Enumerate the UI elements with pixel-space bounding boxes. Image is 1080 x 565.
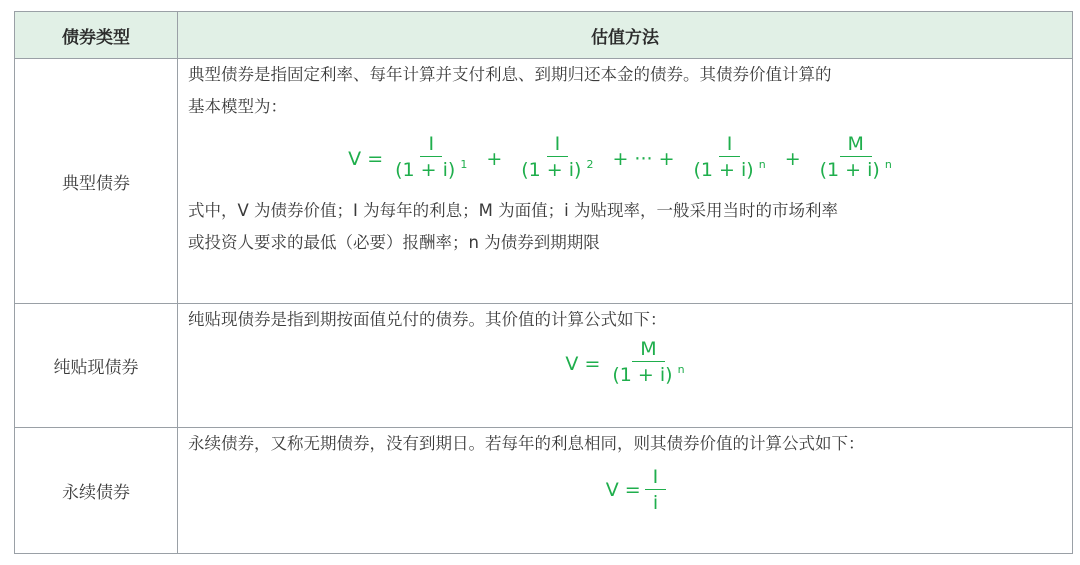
denominator-base: (1 + i) <box>521 159 582 181</box>
fraction-denominator <box>686 157 774 186</box>
bond-type-cell: 典型债券 <box>15 59 178 304</box>
description-line: 式中，V 为债券价值；I 为每年的利息；M 为面值；i 为贴现率，一般采用当时的市场利率 <box>188 201 838 220</box>
fraction-numerator: I <box>420 132 442 157</box>
denominator-base: (1 + i) <box>612 364 673 386</box>
description-line: 纯贴现债券是指到期按面值兑付的债券。其价值的计算公式如下： <box>188 310 667 329</box>
ellipsis-sum: + ··· + <box>612 148 675 170</box>
description-line: 永续债券，又称无期债券，没有到期日。若每年的利息相同，则其债券价值的计算公式如下： <box>188 434 865 453</box>
plus-sign: + <box>486 148 503 170</box>
exponent: n <box>677 363 685 376</box>
table-row <box>15 59 1073 304</box>
table-row <box>15 304 1073 428</box>
fraction-term-n <box>686 132 774 186</box>
method-cell <box>178 59 1073 304</box>
denominator-base: (1 + i) <box>395 159 456 181</box>
table-row <box>15 428 1073 554</box>
fraction-numerator: I <box>645 465 667 490</box>
exponent: 2 <box>586 158 594 171</box>
typical-bond-formula <box>188 123 1064 195</box>
fraction-term <box>604 337 692 391</box>
fraction-numerator: I <box>547 132 569 157</box>
plus-sign: + <box>784 148 801 170</box>
formula-lhs: V = <box>565 353 601 375</box>
method-cell <box>178 304 1073 428</box>
bond-type-cell: 永续债券 <box>15 428 178 554</box>
formula-lhs: V = <box>605 479 641 501</box>
exponent: 1 <box>460 158 468 171</box>
fraction-denominator <box>387 157 475 186</box>
table-header-row <box>15 12 1073 59</box>
description-line: 典型债券是指固定利率、每年计算并支付利息、到期归还本金的债券。其债券价值计算的 <box>188 65 832 84</box>
fraction-term-1 <box>387 132 475 186</box>
fraction-denominator <box>513 157 601 186</box>
fraction-denominator <box>604 362 692 391</box>
fraction-numerator: M <box>632 337 664 362</box>
header-valuation-method: 估值方法 <box>178 12 1073 59</box>
fraction-term <box>645 465 667 516</box>
header-bond-type: 债券类型 <box>15 12 178 59</box>
formula-lhs: V = <box>348 148 384 170</box>
exponent: n <box>758 158 766 171</box>
method-cell <box>178 428 1073 554</box>
perpetual-bond-formula <box>188 460 1064 520</box>
fraction-denominator: i <box>652 491 659 514</box>
description-line: 或投资人要求的最低（必要）报酬率；n 为债券到期期限 <box>188 233 600 252</box>
fraction-numerator: I <box>719 132 741 157</box>
description-line: 基本模型为： <box>188 97 287 116</box>
fraction-term-face-value <box>812 132 900 186</box>
bond-valuation-table <box>14 11 1073 554</box>
fraction-denominator <box>812 157 900 186</box>
discount-bond-formula <box>188 336 1064 392</box>
fraction-numerator: M <box>840 132 872 157</box>
fraction-term-2 <box>513 132 601 186</box>
denominator-base: (1 + i) <box>693 159 754 181</box>
denominator-base: (1 + i) <box>819 159 880 181</box>
exponent: n <box>884 158 892 171</box>
bond-type-cell: 纯贴现债券 <box>15 304 178 428</box>
